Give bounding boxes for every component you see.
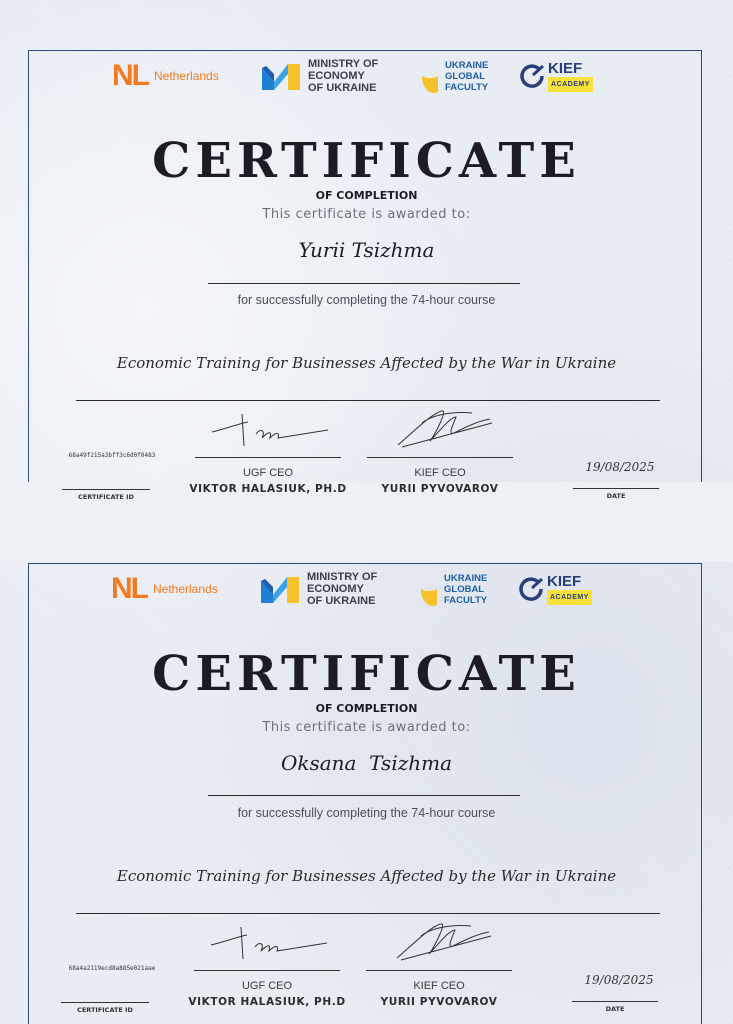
ugf-crescent-icon bbox=[420, 58, 440, 94]
certificate-id-line bbox=[61, 1002, 149, 1003]
signature-1-line bbox=[194, 970, 340, 971]
ministry-line-1: MINISTRY OF bbox=[307, 571, 378, 583]
signer-1-name: VIKTOR HALASIUK, PH.D bbox=[188, 996, 346, 1008]
issue-date: 19/08/2025 bbox=[585, 460, 655, 474]
ugf-line-3: FACULTY bbox=[445, 81, 489, 93]
issue-date: 19/08/2025 bbox=[584, 973, 654, 987]
netherlands-logo bbox=[112, 56, 219, 96]
date-line bbox=[573, 488, 659, 489]
course-title: Economic Training for Businesses Affected by the War in Ukraine bbox=[116, 354, 617, 372]
signer-2-role: KIEF CEO bbox=[414, 467, 466, 479]
kief-sub-label: ACADEMY bbox=[548, 77, 593, 92]
nl-mark: NL bbox=[112, 59, 148, 92]
netherlands-text: Netherlands bbox=[153, 582, 218, 596]
ugf-line-3: FACULTY bbox=[444, 594, 488, 606]
signature-2 bbox=[392, 403, 497, 453]
signer-1-role: UGF CEO bbox=[242, 467, 294, 479]
certificate-id-label: CERTIFICATE ID bbox=[77, 1006, 133, 1014]
ministry-text bbox=[307, 571, 377, 607]
kief-logo bbox=[519, 56, 593, 96]
certificate-title: CERTIFICATE bbox=[152, 133, 581, 189]
ministry-line-2: ECONOMY bbox=[308, 70, 365, 82]
kief-logo bbox=[518, 569, 592, 609]
signer-2-role: KIEF CEO bbox=[413, 980, 465, 992]
certificate-subtitle: OF COMPLETION bbox=[315, 189, 418, 202]
signer-2-name: YURII PYVOVAROV bbox=[380, 996, 498, 1008]
ugf-text bbox=[444, 573, 487, 606]
kief-label: KIEF bbox=[547, 572, 582, 590]
ministry-line-1: MINISTRY OF bbox=[308, 58, 379, 70]
signer-1-name: VIKTOR HALASIUK, PH.D bbox=[189, 483, 347, 495]
recipient-name: Yurii Tsizhma bbox=[298, 238, 435, 262]
certificate-id: 68a49f215a3bff3c6d0f0483 bbox=[68, 452, 156, 459]
signature-2-line bbox=[367, 457, 513, 458]
netherlands-text: Netherlands bbox=[154, 69, 219, 83]
ugf-logo bbox=[419, 569, 487, 609]
awarded-to-text: This certificate is awarded to: bbox=[262, 207, 471, 222]
signer-2-name: YURII PYVOVAROV bbox=[381, 483, 499, 495]
ministry-line-3: OF UKRAINE bbox=[307, 595, 376, 607]
ugf-logo bbox=[420, 56, 488, 96]
kief-text bbox=[547, 574, 592, 605]
date-label: DATE bbox=[606, 492, 626, 500]
certificate-id: 68a4a2119ecd8a885e021aae bbox=[68, 965, 156, 972]
ministry-logo bbox=[260, 56, 378, 96]
netherlands-logo bbox=[111, 569, 218, 609]
certificate-id-label: CERTIFICATE ID bbox=[78, 493, 134, 501]
ugf-line-1: UKRAINE bbox=[444, 572, 488, 584]
signature-2-line bbox=[366, 970, 512, 971]
awarded-to-text: This certificate is awarded to: bbox=[262, 720, 471, 735]
certificate-frame bbox=[28, 50, 702, 482]
signature-2 bbox=[391, 916, 496, 966]
ugf-crescent-icon bbox=[419, 571, 439, 607]
kief-ring-icon bbox=[519, 63, 545, 89]
recipient-name: Oksana Tsizhma bbox=[280, 751, 453, 775]
signature-1 bbox=[207, 923, 332, 968]
signer-1-role: UGF CEO bbox=[241, 980, 293, 992]
ugf-line-2: GLOBAL bbox=[445, 70, 486, 82]
certificate-1 bbox=[0, 0, 733, 501]
completion-text: for successfully completing the 74-hour course bbox=[237, 806, 496, 820]
ugf-line-1: UKRAINE bbox=[445, 59, 489, 71]
kief-sub-label: ACADEMY bbox=[547, 590, 592, 605]
ministry-text bbox=[308, 58, 378, 94]
kief-text bbox=[548, 61, 593, 92]
course-underline bbox=[76, 913, 660, 914]
certificate-frame bbox=[28, 563, 702, 1024]
signature-1-line bbox=[195, 457, 341, 458]
signature-1 bbox=[208, 410, 333, 455]
date-line bbox=[572, 1001, 658, 1002]
certificate-id-line bbox=[62, 489, 150, 490]
ugf-text bbox=[445, 60, 488, 93]
recipient-underline bbox=[208, 795, 520, 796]
ministry-line-3: OF UKRAINE bbox=[308, 82, 377, 94]
nl-mark: NL bbox=[111, 572, 147, 605]
logo-row bbox=[0, 56, 733, 96]
ugf-line-2: GLOBAL bbox=[444, 583, 485, 595]
date-label: DATE bbox=[605, 1005, 625, 1013]
ministry-logo bbox=[259, 569, 377, 609]
certificate-2 bbox=[0, 513, 733, 1024]
certificate-subtitle: OF COMPLETION bbox=[315, 702, 418, 715]
kief-label: KIEF bbox=[548, 59, 583, 77]
completion-text: for successfully completing the 74-hour course bbox=[237, 293, 496, 307]
recipient-underline bbox=[208, 283, 520, 284]
course-title: Economic Training for Businesses Affected by the War in Ukraine bbox=[116, 867, 617, 885]
certificate-title: CERTIFICATE bbox=[152, 646, 581, 702]
logo-row bbox=[0, 569, 733, 609]
ministry-m-icon bbox=[260, 60, 302, 92]
course-underline bbox=[76, 400, 660, 401]
ministry-line-2: ECONOMY bbox=[307, 583, 364, 595]
kief-ring-icon bbox=[518, 576, 544, 602]
ministry-m-icon bbox=[259, 573, 301, 605]
